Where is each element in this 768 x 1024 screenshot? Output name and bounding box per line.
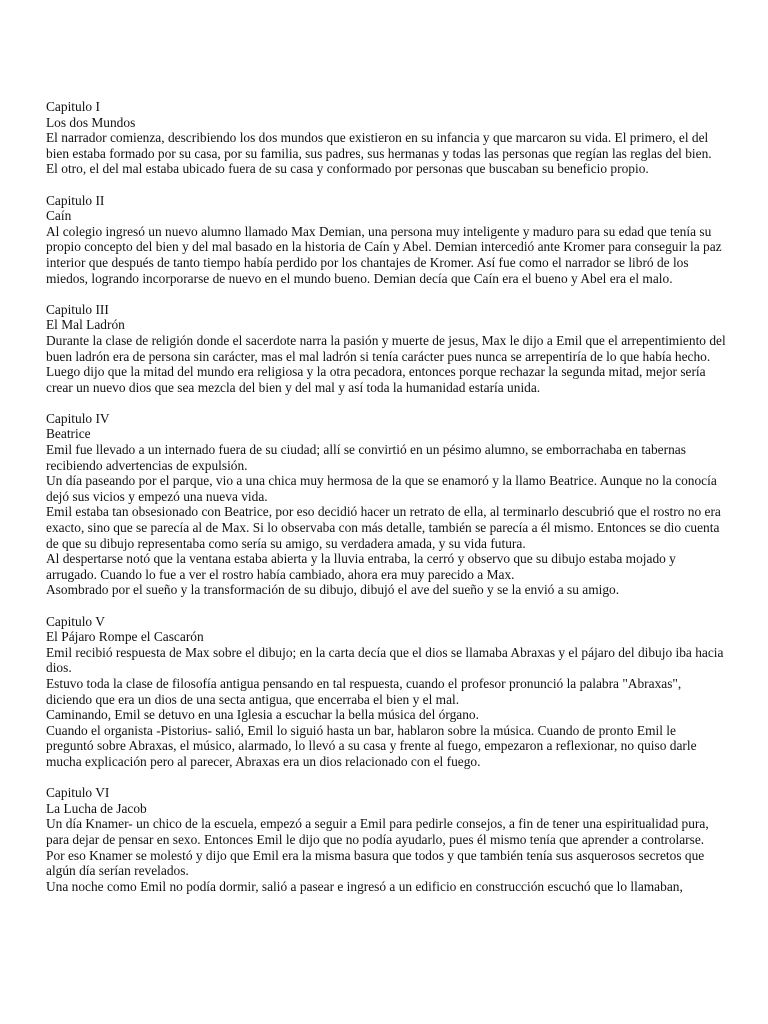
chapter-title: La Lucha de Jacob — [46, 800, 147, 816]
paragraph: Emil estaba tan obsesionado con Beatrice, por eso decidió hacer un retrato de ella, al terminarlo descubrió que el rostro no era exacto, sino que se parecía al de Max. Si lo observaba con más detalle, también se parecía a él mismo. Entonces se dio cuenta de que su dibujo representaba como sería su amigo, su verdadera amada, y su vida futura. — [46, 504, 721, 551]
chapter-4 — [46, 411, 726, 598]
paragraph: Al colegio ingresó un nuevo alumno llamado Max Demian, una persona muy inteligente y maduro para su edad que tenía su propio concepto del bien y del mal basado en la historia de Caín y Abel. Demian intercedió ante Kromer para conseguir la paz interior que después de tanto tiempo había perdido por los chantajes de Kromer. Así fue como el narrador se libró de los miedos, logrando incorporarse de nuevo en el mundo bueno. Demian decía que Caín era el bueno y Abel era el malo. — [46, 223, 722, 286]
chapter-number: Capitulo IV — [46, 410, 110, 426]
chapter-3 — [46, 302, 726, 396]
paragraph: Al despertarse notó que la ventana estaba abierta y la lluvia entraba, la cerró y observo que su dibujo estaba mojado y arrugado. Cuando lo fue a ver el rostro había cambiado, ahora era muy parecido a Max. — [46, 551, 676, 582]
chapter-6 — [46, 785, 726, 894]
chapter-1 — [46, 99, 726, 177]
chapter-number: Capitulo VI — [46, 785, 110, 801]
chapter-5 — [46, 614, 726, 770]
chapter-number: Capitulo III — [46, 301, 109, 317]
chapter-title: Caín — [46, 208, 72, 224]
chapter-number: Capitulo I — [46, 99, 100, 114]
document-page — [46, 99, 726, 910]
paragraph: Una noche como Emil no podía dormir, salió a pasear e ingresó a un edificio en construcción escuchó que lo llamaban, — [46, 878, 683, 894]
paragraph: Un día Knamer- un chico de la escuela, empezó a seguir a Emil para pedirle consejos, a fin de tener una espiritualidad pura, para dejar de pensar en sexo. Entonces Emil le dijo que no podía ayudarlo, pues él mismo tenía que aprender a controlarse. Por eso Knamer se molestó y dijo que Emil era la misma basura que todos y que también tenía sus asquerosos secretos que algún día serían revelados. — [46, 816, 709, 879]
paragraph: Un día paseando por el parque, vio a una chica muy hermosa de la que se enamoró y la llamo Beatrice. Aunque no la conocía dejó sus vicios y empezó una nueva vida. — [46, 473, 717, 504]
paragraph: Estuvo toda la clase de filosofía antigua pensando en tal respuesta, cuando el profesor pronunció la palabra "Abraxas", diciendo que era un dios de una secta antigua, que encerraba el bien y el mal. — [46, 675, 682, 707]
chapter-title: El Mal Ladrón — [46, 317, 125, 333]
chapter-number: Capitulo II — [46, 192, 105, 208]
paragraph: El narrador comienza, describiendo los dos mundos que existieron en su infancia y que marcaron su vida. El primero, el del bien estaba formado por su casa, por su familia, sus padres, sus hermanas y todas las personas que regían las reglas del bien. El otro, el del mal estaba ubicado fuera de su casa y conformado por personas que buscaban su beneficio propio. — [46, 130, 712, 177]
paragraph: Caminando, Emil se detuvo en una Iglesia a escuchar la bella música del órgano. — [46, 707, 479, 723]
paragraph: Cuando el organista -Pistorius- salió, Emil lo siguió hasta un bar, hablaron sobre la música. Cuando de pronto Emil le preguntó sobre Abraxas, el músico, alarmado, lo llevó a su casa y frente al fuego, empezaron a reflexionar, no quiso darle mucha explicación pero al parecer, Abraxas era un dios relacionado con el fuego. — [46, 722, 697, 769]
chapter-title: El Pájaro Rompe el Cascarón — [46, 629, 204, 645]
paragraph: Emil recibió respuesta de Max sobre el dibujo; en la carta decía que el dios se llamaba Abraxas y el pájaro del dibujo iba hacia dios. — [46, 644, 724, 676]
paragraph: Emil fue llevado a un internado fuera de su ciudad; allí se convirtió en un pésimo alumno, se emborrachaba en tabernas recibiendo advertencias de expulsión. — [46, 442, 686, 473]
paragraph: Asombrado por el sueño y la transformación de su dibujo, dibujó el ave del sueño y se la envió a su amigo. — [46, 582, 620, 598]
chapter-2 — [46, 193, 726, 287]
chapter-title: Los dos Mundos — [46, 114, 136, 130]
paragraph: Durante la clase de religión donde el sacerdote narra la pasión y muerte de jesus, Max le dijo a Emil que el arrepentimiento del buen ladrón era de persona sin carácter, mas el mal ladrón si tenía carácter pues nunca se arrepentiría de lo que había hecho. Luego dijo que la mitad del mundo era religiosa y la otra pecadora, entonces porque rechazar la segunda mitad, mejor sería crear un nuevo dios que sea mezcla del bien y del mal y así toda la humanidad estaría unida. — [46, 332, 726, 395]
chapter-title: Beatrice — [46, 426, 91, 442]
chapter-number: Capitulo V — [46, 613, 105, 629]
